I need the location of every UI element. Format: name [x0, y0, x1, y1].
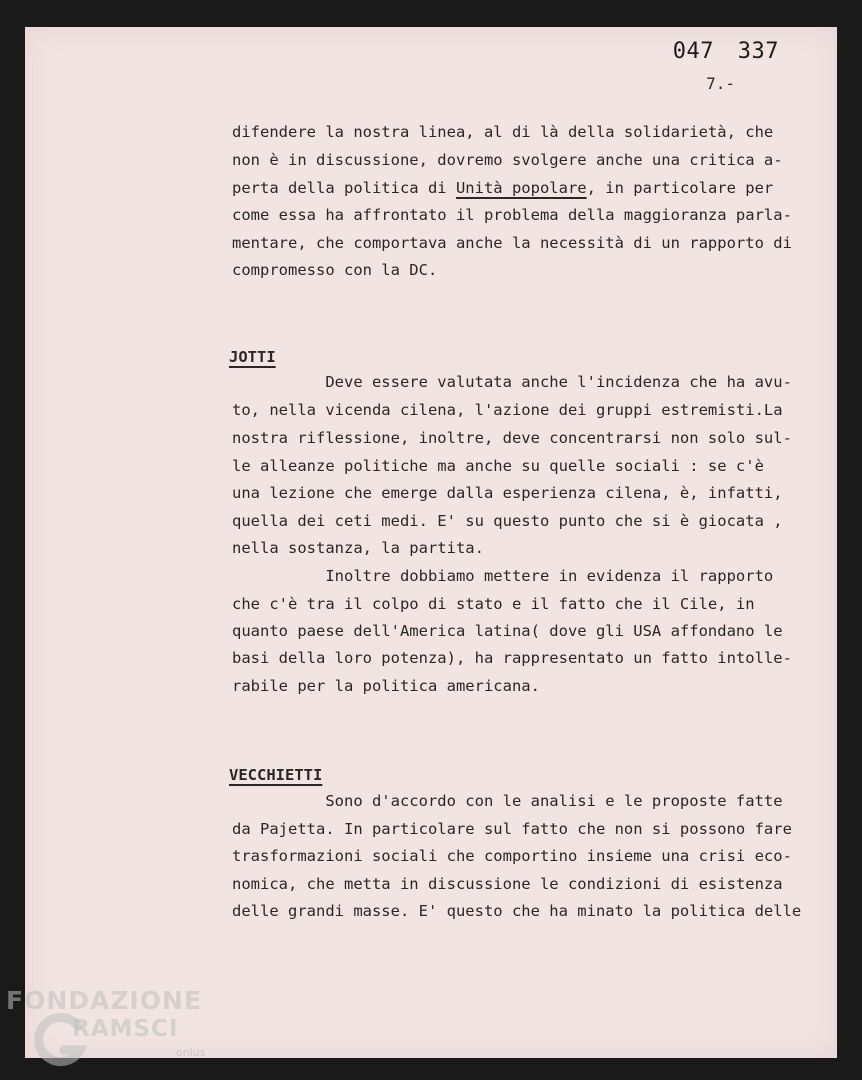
intro-line-5: mentare, che comportava anche la necessità di un rapporto di: [232, 234, 792, 252]
jotti-line-4: le alleanze politiche ma anche su quelle sociali : se c'è: [232, 457, 764, 475]
jotti-line-3: nostra riflessione, inoltre, deve concentrarsi non solo sul-: [232, 429, 792, 447]
vecchietti-line-3: trasformazioni sociali che comportino insieme una crisi eco-: [232, 847, 792, 865]
jotti-line-8: Inoltre dobbiamo mettere in evidenza il rapporto: [232, 567, 774, 585]
watermark-line-2: RAMSCI: [72, 1016, 179, 1042]
intro-line-4: come essa ha affrontato il problema della maggioranza parla-: [232, 206, 792, 224]
jotti-line-7: nella sostanza, la partita.: [232, 539, 484, 557]
jotti-line-11: basi della loro potenza), ha rappresentato un fatto intolle-: [232, 649, 792, 667]
intro-line-3-start: perta della politica di: [232, 179, 456, 197]
unita-popolare-underlined: Unità popolare: [455, 179, 587, 197]
jotti-line-12: rabile per la politica americana.: [232, 677, 540, 695]
jotti-line-9: che c'è tra il colpo di stato e il fatto che il Cile, in: [232, 595, 755, 613]
intro-line-2: non è in discussione, dovremo svolgere anche una critica a-: [232, 151, 783, 169]
jotti-line-5: una lezione che emerge dalla esperienza cilena, è, infatti,: [232, 484, 783, 502]
page-number: 7.-: [706, 74, 735, 93]
vecchietti-line-5: delle grandi masse. E' questo che ha minato la politica delle: [232, 902, 802, 920]
heading-jotti: JOTTI: [229, 348, 276, 366]
jotti-line-1: Deve essere valutata anche l'incidenza che ha avu-: [232, 373, 792, 391]
intro-line-6: compromesso con la DC.: [232, 261, 438, 279]
vecchietti-line-1: Sono d'accordo con le analisi e le proposte fatte: [232, 792, 783, 810]
intro-line-3: [232, 181, 773, 197]
document-number: 047 337: [672, 39, 779, 64]
jotti-line-10: quanto paese dell'America latina( dove gli USA affondano le: [232, 622, 783, 640]
watermark-line-3: onlus: [176, 1046, 206, 1059]
jotti-line-2: to, nella vicenda cilena, l'azione dei gruppi estremisti.La: [232, 401, 783, 419]
watermark-line-1: FONDAZIONE: [6, 986, 203, 1015]
paper-sheet: [25, 27, 837, 1058]
heading-vecchietti: VECCHIETTI: [229, 766, 323, 784]
jotti-line-6: quella dei ceti medi. E' su questo punto che si è giocata ,: [232, 512, 783, 530]
vecchietti-line-4: nomica, che metta in discussione le condizioni di esistenza: [232, 875, 783, 893]
intro-line-1: difendere la nostra linea, al di là della solidarietà, che: [232, 123, 774, 141]
vecchietti-line-2: da Pajetta. In particolare sul fatto che non si possono fare: [232, 820, 792, 838]
fondazione-gramsci-watermark: [0, 982, 230, 1080]
intro-line-3-end: , in particolare per: [586, 179, 774, 197]
